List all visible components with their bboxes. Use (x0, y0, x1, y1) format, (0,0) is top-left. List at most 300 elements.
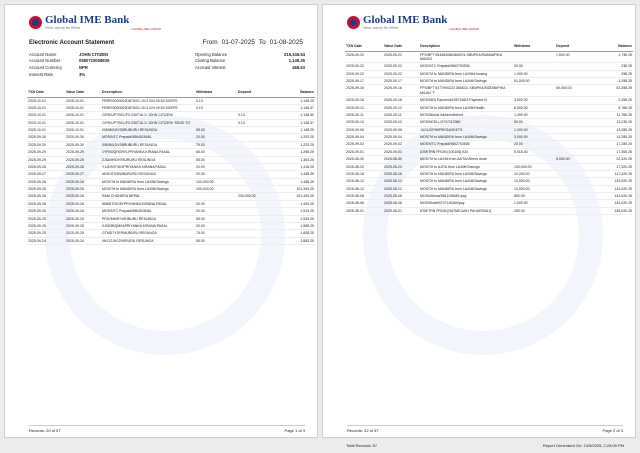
table-row (345, 148, 633, 155)
cell-value-date: 2025-10-01 (65, 119, 101, 126)
cell-value-date: 2025-10-01 (65, 127, 101, 134)
cell-withdraw: 75.00 (195, 230, 237, 237)
cell-value-date: 2025-09-22 (383, 63, 419, 70)
table-row (345, 63, 633, 70)
cell-description: MOS/eSewa/9841198681/pay (419, 193, 513, 200)
table-row (27, 200, 315, 207)
col-deposit: Deposit (555, 41, 591, 51)
table-row (27, 104, 315, 111)
cell-withdraw: 5,015.00 (513, 148, 555, 155)
cell-deposit (237, 208, 273, 215)
cell-balance: 1,608.25 (273, 230, 315, 237)
table-row (27, 127, 315, 134)
cell-balance: 1,223.25 (273, 141, 315, 148)
cell-deposit (555, 200, 591, 207)
cell-value-date: 2025-09-26 (65, 193, 101, 200)
cell-deposit (237, 215, 273, 222)
cell-balance: 143,020.25 (591, 185, 633, 192)
cell-deposit (237, 141, 273, 148)
bank-subtitle: ग्लोबल आइएमई बैंक लिमिटेड (45, 25, 81, 30)
account-name: JOHN CITIZEN (79, 51, 109, 57)
cell-txn-date: 2025-08-01 (345, 207, 383, 214)
table-row (345, 193, 633, 200)
cell-balance: 1,298.25 (273, 149, 315, 156)
cell-value-date: 2025-09-17 (383, 78, 419, 85)
cell-description: MOS/Trf to MANDIRA from LAXMI/Housing (419, 70, 513, 77)
cell-value-date: 2025-09-26 (65, 186, 101, 193)
cell-description: 1YFBOQHGRYLPRYANKA KIRANA PASAL (101, 149, 195, 156)
cell-withdraw: 1,499.00 (513, 111, 555, 118)
cell-withdraw: 3,500.00 (513, 97, 555, 104)
cell-deposit (555, 193, 591, 200)
cell-deposit: 1,500.00 (555, 51, 591, 63)
cell-balance: 1,533.25 (273, 215, 315, 222)
bank-name: Global IME Bank (363, 13, 448, 26)
cell-description: MOS/NTC Prepaid/9864528461 (101, 134, 195, 141)
cell-balance: 22,320.25 (591, 156, 633, 163)
cell-description: JUGUORIMPRKSAOKETS (419, 126, 513, 133)
page-number: Page 2 of 3 (602, 428, 623, 433)
cell-deposit: 50,000.00 (555, 85, 591, 97)
col-withdraw: Withdraw (195, 87, 237, 97)
cell-balance: 143,020.25 (591, 193, 633, 200)
cell-balance: 1,148.37 (273, 119, 315, 126)
table-row (345, 111, 633, 118)
col-deposit: Deposit (237, 87, 273, 97)
report-summary (322, 441, 636, 451)
cell-description: MOS/Trf to MANDIRA from LAXMI/Savings (419, 178, 513, 185)
cell-value-date: 2025-09-29 (65, 156, 101, 163)
cell-description: PF6VMMR74SHBURU RESUNGA (101, 215, 195, 222)
cell-balance: 11,766.25 (591, 111, 633, 118)
cell-description: 2J5A9HIDH75URURU RESUNGA (101, 156, 195, 163)
cell-withdraw (195, 112, 237, 119)
cell-deposit (555, 178, 591, 185)
table-row (27, 215, 315, 222)
col-txn-date: TXN Date (27, 87, 65, 97)
cell-value-date: 2025-09-12 (383, 104, 419, 111)
cell-withdraw: 20.00 (195, 134, 237, 141)
cell-balance: 238.25 (591, 63, 633, 70)
records-count: Records: 42 of 57 (347, 428, 379, 433)
cell-description: MOS/Trf to MANDIRA from LAXMI/Savings (101, 178, 195, 185)
cell-value-date: 2025-08-20 (383, 163, 419, 170)
table-row (345, 200, 633, 207)
cell-txn-date: 2025-09-16 (345, 97, 383, 104)
transactions-body (345, 51, 633, 215)
table-row (345, 163, 633, 170)
cell-balance: 1,418.25 (273, 163, 315, 170)
cell-txn-date: 2025-09-22 (345, 63, 383, 70)
cell-withdraw: 1,000.00 (513, 200, 555, 207)
cell-description: 0060MLDVS8RUBURU RESUNGA (101, 141, 195, 148)
cell-value-date: 2025-08-06 (383, 200, 419, 207)
cell-description: MOS/Trf to MANDIRA from LAXMI/Savings (419, 78, 513, 85)
table-row (27, 193, 315, 200)
cell-value-date: 2025-09-16 (383, 85, 419, 97)
cell-description: MOS/NCELL/9707113360 (419, 119, 513, 126)
cell-txn-date: 2025-09-29 (27, 149, 65, 156)
cell-balance: 117,320.25 (591, 170, 633, 177)
cell-deposit (237, 200, 273, 207)
cell-value-date: 2025-09-30 (65, 141, 101, 148)
cell-description: MOS/NEA Payment/15571NEA Payment N (419, 97, 513, 104)
cell-deposit (237, 178, 273, 185)
table-row (27, 141, 315, 148)
cell-value-date: 2025-10-01 (65, 97, 101, 104)
cell-description: FPS/BFT 554484086366SOL SBNPKA/SNAMAPIKA MANOJ (419, 51, 513, 63)
account-number-label: Account Number (29, 58, 61, 64)
cell-withdraw: 6,000.00 (513, 104, 555, 111)
cell-withdraw: 1,000.00 (513, 126, 555, 133)
cell-txn-date: 2025-09-30 (27, 134, 65, 141)
cell-txn-date: 2025-10-01 (27, 112, 65, 119)
cell-description: MOS/Trf to MANDIRA from LAXMI/Savings (419, 185, 513, 192)
table-row (345, 178, 633, 185)
cell-withdraw: 20.00 (195, 171, 237, 178)
cell-withdraw: 10,000.00 (513, 178, 555, 185)
cell-deposit (555, 163, 591, 170)
table-row (27, 163, 315, 170)
cell-withdraw: 250.00 (513, 207, 555, 214)
cell-txn-date: 2025-09-29 (27, 156, 65, 163)
cell-deposit (555, 111, 591, 118)
bank-tag: GLOBAL IME GROUP (449, 27, 480, 31)
cell-txn-date: 2025-09-26 (27, 186, 65, 193)
cell-withdraw: 0.13 (195, 97, 237, 104)
table-row (345, 141, 633, 148)
table-row (345, 97, 633, 104)
cell-deposit: 5,000.00 (555, 156, 591, 163)
cell-balance: 1,203.25 (273, 134, 315, 141)
cell-withdraw (195, 193, 237, 200)
col-value-date: Value Date (65, 87, 101, 97)
cell-txn-date: 2025-09-26 (27, 200, 65, 207)
cell-deposit (237, 237, 273, 244)
cell-withdraw: 20.00 (195, 163, 237, 170)
cell-balance: 17,305.25 (591, 148, 633, 155)
cell-description: RAM CHANDRA NEPAL (101, 193, 195, 200)
cell-withdraw: 800.00 (513, 193, 555, 200)
cell-withdraw (513, 156, 555, 163)
account-currency-label: Account Currency (29, 64, 63, 70)
cell-deposit (555, 170, 591, 177)
cell-value-date: 2025-09-27 (65, 171, 101, 178)
cell-description: MOS/Trf to MANDIRA from LAXMI/Savings (419, 134, 513, 141)
cell-description: ATM/TRN FROM [HATMICASH PAHARISALI] (419, 207, 513, 214)
page-footer (347, 425, 623, 433)
table-row (27, 171, 315, 178)
col-balance: Balance (591, 41, 633, 51)
cell-description: MOS/Khalti/9707115360/pay (419, 200, 513, 207)
cell-value-date: 2025-09-25 (65, 215, 101, 222)
cell-value-date: 2025-09-22 (383, 70, 419, 77)
table-row (27, 230, 315, 237)
cell-deposit (237, 149, 273, 156)
cell-txn-date: 2025-09-02 (345, 141, 383, 148)
transactions-table (345, 41, 633, 215)
cell-txn-date: 2025-09-26 (27, 193, 65, 200)
cell-balance: 1,438.25 (273, 171, 315, 178)
cell-txn-date: 2025-09-25 (27, 222, 65, 229)
cell-withdraw (513, 85, 555, 97)
opening-balance-label: Opening Balance (195, 51, 228, 57)
transactions-table (27, 87, 315, 245)
cell-deposit (555, 134, 591, 141)
interest-rate-label: Interest Rate (29, 71, 53, 77)
cell-balance: 201,493.25 (273, 193, 315, 200)
cell-value-date: 2025-09-26 (65, 208, 101, 215)
account-currency: NPR (79, 64, 88, 70)
closing-balance: 1,148.25 (288, 58, 305, 64)
cell-value-date: 2025-08-01 (383, 207, 419, 214)
cell-txn-date: 2025-09-27 (27, 171, 65, 178)
cell-withdraw: 20.00 (195, 222, 237, 229)
table-row (345, 156, 633, 163)
table-row (345, 126, 633, 133)
table-row (27, 208, 315, 215)
cell-txn-date: 2025-09-26 (27, 208, 65, 215)
cell-description: FRRR/0000003DB75/01-10-3 024 09:52:32/EPS (101, 97, 195, 104)
table-header (27, 87, 315, 97)
table-row (27, 149, 315, 156)
page-number: Page 1 of 3 (284, 428, 305, 433)
table-row (27, 156, 315, 163)
cell-description: Y1JDS9T3H2PRIYANKA KIRANA PASAL (101, 163, 195, 170)
globe-icon (29, 16, 42, 29)
cell-withdraw: 100,000.00 (513, 163, 555, 170)
accrued-interest: 468.63 (292, 64, 305, 70)
cell-withdraw: 55.00 (195, 156, 237, 163)
table-row (27, 222, 315, 229)
opening-balance: 215,346.54 (284, 51, 305, 57)
cell-deposit (237, 104, 273, 111)
cell-txn-date: 2025-09-12 (345, 104, 383, 111)
cell-txn-date: 2025-09-06 (345, 126, 383, 133)
cell-deposit: 200,000.00 (237, 193, 273, 200)
cell-balance: 1,458.25 (273, 178, 315, 185)
report-generated: Report Generated On: 10/5/2025, 2:28:05 PM (542, 443, 624, 448)
cell-balance: 1,148.37 (273, 104, 315, 111)
cell-txn-date: 2025-09-25 (27, 215, 65, 222)
cell-value-date: 2025-09-04 (383, 134, 419, 141)
cell-description: KJ0K5BQM0APRIYANKA KIRANA PASAL (101, 222, 195, 229)
bank-logo (347, 13, 479, 31)
cell-description: CIPS/UPTSEL/FV-236716-1/ JOHN CITIZEN/ (101, 112, 195, 119)
accrued-interest-label: Accrued Interest (195, 64, 226, 70)
cell-description: FRRR/0000003DB75/01-10-3 024 09:52:32/EPS (101, 104, 195, 111)
cell-balance: 258.25 (591, 70, 633, 77)
cell-withdraw: 75.00 (195, 141, 237, 148)
cell-description: FPS/BFT 5477990223 366SOL SBNPKA/SIDDINIPIKA MILAN 'T' (419, 85, 513, 97)
cell-deposit (555, 185, 591, 192)
table-row (27, 134, 315, 141)
cell-deposit (237, 186, 273, 193)
cell-value-date: 2025-09-06 (383, 126, 419, 133)
cell-txn-date: 2025-10-01 (27, 104, 65, 111)
col-txn-date: TXN Date (345, 41, 383, 51)
cell-withdraw (513, 51, 555, 63)
cell-txn-date: 2025-09-24 (27, 237, 65, 244)
cell-value-date: 2025-09-24 (65, 237, 101, 244)
cell-description: MOS/NTC Prepaid/9862753536 (419, 141, 513, 148)
cell-withdraw: 20.00 (513, 63, 555, 70)
cell-txn-date: 2025-09-11 (345, 111, 383, 118)
table-row (345, 85, 633, 97)
table-row (345, 134, 633, 141)
cell-value-date: 2025-08-30 (383, 156, 419, 163)
statement-title: Electronic Account Statement (29, 40, 115, 46)
cell-description: MOS/WorldLink/laxmi/bihnd (419, 111, 513, 118)
page-footer (29, 425, 305, 433)
cell-withdraw: 51,000.00 (513, 78, 555, 85)
table-row (345, 119, 633, 126)
to-label: To (258, 39, 266, 46)
bank-subtitle: ग्लोबल आइएमई बैंक लिमिटेड (363, 25, 399, 30)
cell-balance: 133,520.25 (591, 178, 633, 185)
table-row (345, 104, 633, 111)
cell-deposit (237, 127, 273, 134)
cell-txn-date: 2025-09-04 (345, 134, 383, 141)
cell-balance: 1,738.25 (591, 51, 633, 63)
cell-txn-date: 2025-08-18 (345, 170, 383, 177)
interest-rate: 3% (79, 71, 86, 77)
cell-withdraw: 1,000.00 (513, 70, 555, 77)
table-row (27, 97, 315, 104)
col-withdraw: Withdraw (513, 41, 555, 51)
cell-balance: 1,683.25 (273, 237, 315, 244)
cell-value-date: 2025-09-16 (383, 97, 419, 104)
cell-description: 0060MLDVS8RUBURU RESUNGA (101, 127, 195, 134)
cell-value-date: 2025-09-22 (383, 51, 419, 63)
cell-description: MOS/Trf to MANDIRA from LAXMI/Health (419, 104, 513, 111)
cell-description: MOS/Trf to MANDIRA from LAXMI/Savings (101, 186, 195, 193)
cell-txn-date: 2025-09-22 (345, 70, 383, 77)
cell-txn-date: 2025-09-22 (345, 51, 383, 63)
cell-description: MOS/NTC Prepaid/9864528461 (101, 208, 195, 215)
cell-txn-date: 2025-08-30 (345, 156, 383, 163)
cell-value-date: 2025-09-25 (65, 230, 101, 237)
table-row (345, 185, 633, 192)
cell-withdraw: 55.00 (195, 237, 237, 244)
cell-withdraw: 20.00 (195, 208, 237, 215)
cell-value-date: 2025-09-30 (65, 134, 101, 141)
cell-txn-date: 2025-09-26 (27, 178, 65, 185)
cell-description: CIPS/UPTSEL/FV-236716-1/ JOHN CITIZEN/ 'SEND TO' (101, 119, 195, 126)
cell-deposit (237, 163, 273, 170)
cell-value-date: 2025-09-02 (383, 141, 419, 148)
cell-value-date: 2025-09-10 (383, 119, 419, 126)
cell-withdraw (195, 119, 237, 126)
col-value-date: Value Date (383, 41, 419, 51)
cell-withdraw: 65.00 (195, 149, 237, 156)
cell-deposit (237, 222, 273, 229)
cell-balance: 101,493.25 (273, 186, 315, 193)
cell-balance: 1,148.50 (273, 112, 315, 119)
cell-value-date: 2025-10-01 (65, 104, 101, 111)
globe-icon (347, 16, 360, 29)
cell-txn-date: 2025-08-08 (345, 193, 383, 200)
cell-description: ATM/TRN FROM [100105] KAI (419, 148, 513, 155)
cell-description: 4E4DITH2IWBURURU RESUNGA (101, 171, 195, 178)
cell-deposit (237, 134, 273, 141)
cell-deposit: 0.13 (237, 112, 273, 119)
cell-description: MOS/Trf to LAXMI from AJITA/Others done (419, 156, 513, 163)
cell-txn-date: 2025-10-01 (27, 119, 65, 126)
cell-balance: 1,588.25 (273, 222, 315, 229)
cell-balance: 1,513.25 (273, 208, 315, 215)
table-row (27, 186, 315, 193)
cell-txn-date: 2025-08-12 (345, 185, 383, 192)
cell-withdraw: 3,000.00 (513, 134, 555, 141)
cell-txn-date: 2025-08-06 (345, 200, 383, 207)
cell-withdraw: 50.00 (513, 119, 555, 126)
cell-withdraw: 0.13 (195, 104, 237, 111)
account-name-label: Account Name (29, 51, 57, 57)
cell-balance: 14,285.25 (591, 134, 633, 141)
cell-withdraw: 10,200.00 (513, 170, 555, 177)
cell-value-date: 2025-08-18 (383, 170, 419, 177)
table-row (345, 70, 633, 77)
cell-balance: 13,285.25 (591, 126, 633, 133)
col-description: Description (101, 87, 195, 97)
cell-value-date: 2025-09-11 (383, 111, 419, 118)
from-date: 01-07-2025 (221, 39, 255, 46)
table-row (345, 170, 633, 177)
cell-balance: 145,020.25 (591, 207, 633, 214)
cell-deposit: 0.13 (237, 119, 273, 126)
cell-value-date: 2025-09-01 (383, 148, 419, 155)
cell-description: MOS/Trf to AJITA from LAXMI/Savings (419, 163, 513, 170)
cell-deposit (555, 126, 591, 133)
cell-deposit (555, 63, 591, 70)
cell-deposit (555, 141, 591, 148)
bank-name: Global IME Bank (45, 13, 130, 26)
closing-balance-label: Closing Balance (195, 58, 226, 64)
statement-period (200, 39, 305, 46)
cell-txn-date: 2025-09-30 (27, 141, 65, 148)
cell-deposit (555, 70, 591, 77)
cell-balance: 17,320.25 (591, 163, 633, 170)
cell-balance: 1,363.25 (273, 156, 315, 163)
statement-page-1 (4, 4, 318, 438)
table-row (27, 237, 315, 244)
cell-value-date: 2025-09-26 (65, 200, 101, 207)
cell-txn-date: 2025-09-01 (345, 148, 383, 155)
cell-deposit (555, 207, 591, 214)
cell-balance: 2,258.25 (591, 97, 633, 104)
cell-description: MOS/NTC Prepaid/9862753536 (419, 63, 513, 70)
cell-description: MOS/Trf to MANDIRA from LAXMI/Savings (419, 170, 513, 177)
cell-balance: 1,258.25 (591, 78, 633, 85)
table-row (27, 178, 315, 185)
cell-value-date: 2025-08-08 (383, 193, 419, 200)
cell-txn-date: 2025-09-25 (27, 230, 65, 237)
cell-value-date: 2025-08-12 (383, 178, 419, 185)
col-balance: Balance (273, 87, 315, 97)
cell-withdraw: 55.00 (195, 127, 237, 134)
cell-txn-date: 2025-09-10 (345, 119, 383, 126)
cell-description: 8M6DTDIO5YPRIYANKA KIRANA PASAL (101, 200, 195, 207)
from-label: From (202, 39, 218, 46)
cell-txn-date: 2025-10-01 (27, 127, 65, 134)
cell-deposit (237, 156, 273, 163)
cell-deposit (555, 119, 591, 126)
cell-value-date: 2025-09-28 (65, 163, 101, 170)
table-row (27, 112, 315, 119)
cell-withdraw: 10,000.00 (513, 185, 555, 192)
table-row (345, 78, 633, 85)
